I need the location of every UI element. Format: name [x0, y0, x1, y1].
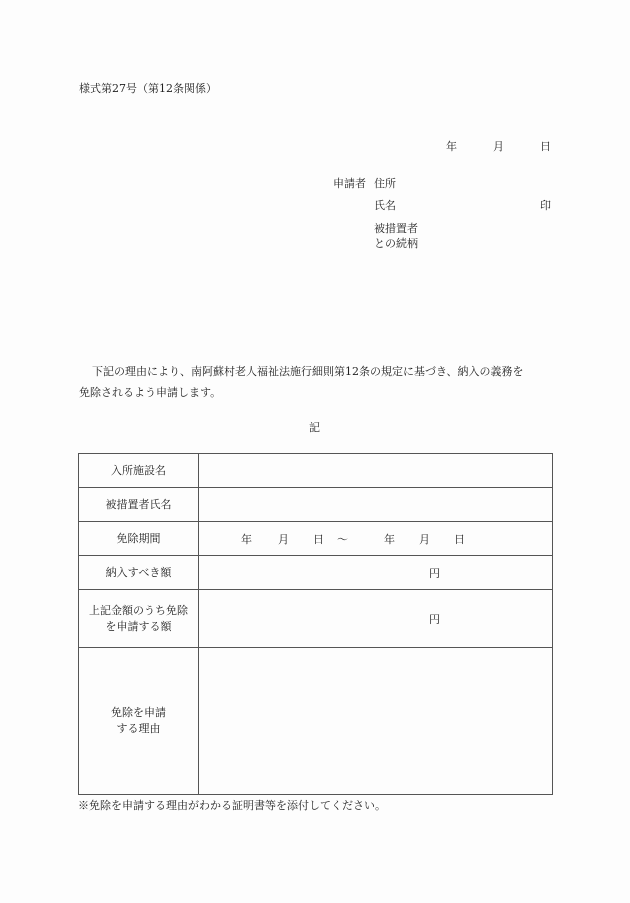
- statement-line1: 下記の理由により、南阿蘇村老人福祉法施行細則第12条の規定に基づき、納入の義務を: [92, 365, 524, 378]
- exemption-period-field[interactable]: [199, 522, 553, 556]
- period-day2: 日: [454, 532, 465, 546]
- person-name-field[interactable]: [199, 488, 553, 522]
- yen-unit: 円: [429, 612, 440, 626]
- statement-line2: 免除されるよう申請します。: [79, 386, 222, 399]
- name-label: 氏名: [374, 199, 396, 212]
- period-year1: 年: [241, 532, 252, 546]
- table-row: [79, 488, 553, 522]
- applicant-label: 申請者: [333, 177, 366, 190]
- row-label: 納入すべき額: [79, 556, 199, 590]
- row-label-line1: 免除を申請: [111, 706, 166, 719]
- payable-amount-field[interactable]: [199, 556, 553, 590]
- row-label: 入所施設名: [79, 454, 199, 488]
- row-label-line1: 上記金額のうち免除: [89, 603, 188, 617]
- table-row: [79, 648, 553, 795]
- yen-unit: 円: [429, 566, 440, 580]
- date-month: 月: [493, 140, 504, 153]
- table-row: [79, 522, 553, 556]
- exemption-amount-field[interactable]: [199, 590, 553, 648]
- table-row: [79, 556, 553, 590]
- application-statement: [79, 361, 559, 403]
- period-month1: 月: [278, 532, 289, 546]
- date-day: 日: [540, 140, 551, 153]
- relation-label-line1: 被措置者: [374, 222, 418, 235]
- ki-heading: 記: [309, 421, 320, 434]
- form-number: 様式第27号（第12条関係）: [79, 82, 217, 95]
- row-label-line2: を申請する額: [105, 619, 172, 633]
- period-tilde: ～: [337, 532, 348, 546]
- period-year2: 年: [384, 532, 395, 546]
- exemption-reason-field[interactable]: [199, 648, 553, 795]
- period-day1: 日: [313, 532, 324, 546]
- period-month2: 月: [419, 532, 430, 546]
- facility-name-field[interactable]: [199, 454, 553, 488]
- row-label-line2: する理由: [116, 722, 161, 735]
- row-label: 免除期間: [79, 522, 199, 556]
- row-label: [79, 590, 199, 648]
- attachment-note: ※免除を申請する理由がわかる証明書等を添付してください。: [78, 799, 386, 812]
- table-row: [79, 590, 553, 648]
- row-label: [79, 648, 199, 795]
- date-year: 年: [446, 140, 457, 153]
- table-row: [79, 454, 553, 488]
- address-label: 住所: [374, 177, 396, 190]
- relation-label-line2: との続柄: [374, 237, 418, 250]
- application-table: [78, 453, 553, 795]
- row-label: 被措置者氏名: [79, 488, 199, 522]
- seal-mark: 印: [540, 199, 551, 212]
